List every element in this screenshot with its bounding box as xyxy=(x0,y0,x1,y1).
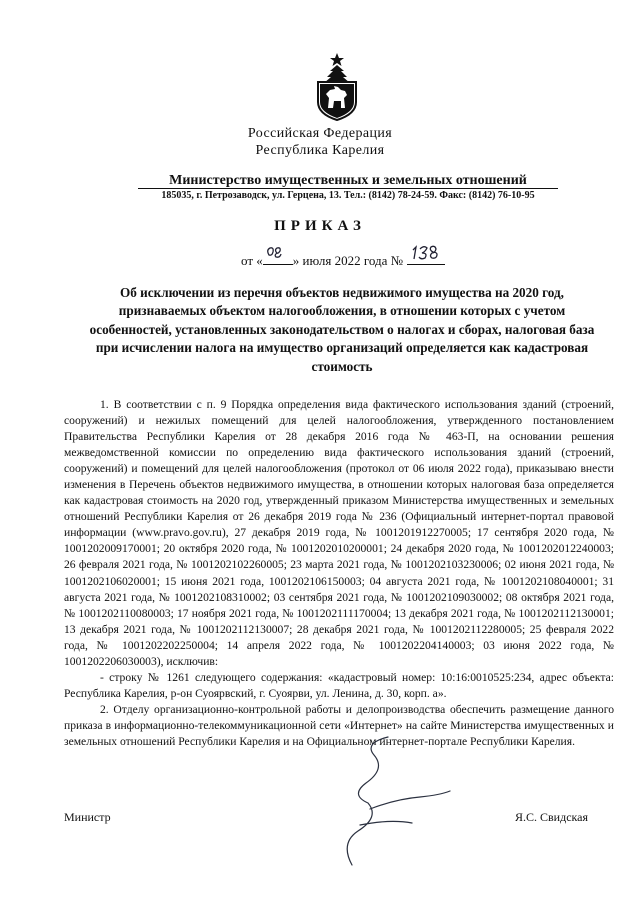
document-title: ПРИКАЗ xyxy=(274,218,366,234)
date-prefix: от « xyxy=(241,253,263,268)
date-day-field xyxy=(263,252,293,265)
republic-name: Республика Карелия xyxy=(255,143,385,158)
ministry-name: Министерство имущественных и земельных отношений xyxy=(169,173,527,188)
country-name: Российская Федерация xyxy=(247,126,393,141)
paragraph-1: 1. В соответствии с п. 9 Порядка определения вида фактического использования зданий (строений, сооружений) и нежилых помещений для целей налогообложения, утвержденного постановлением Правительства Республики Карелия от 28 декабря 2016 года № 463-П, на основании решения межведомственной комиссии по определению вида фактического использования зданий (строений, сооружений) и помещений для целей налогообложения (протокол от 06 июля 2022 года), приказываю внести изменения в Перечень объектов недвижимого имущества, в отношении которых налоговая база определяется как кадастровая стоимость на 2020 год, утвержденный приказом Министерства имущественных и земельных отношений Республики Карелия от 26 декабря 2019 года № 236 (Официальный интернет-портал правовой информации (www.pravo.gov.ru), 27 декабря 2019 года, № 1001201912270005; 17 сентября 2020 года, № 1001202009170001; 20 октября 2020 года, № 1001202010200001; 24 декабря 2020 года, № 1001202012240003; 26 февраля 2021 года, № 1001202102260005; 23 марта 2021 года, № 1001202103230006; 02 июня 2021 года, № 1001202106020001; 15 июня 2021 года, 1001202106150003; 04 августа 2021 года, № 1001202108040001; 31 августа 2021 года, № 1001202108310002; 03 сентября 2021 года, № 1001202109030002; 08 октября 2021 года, № 1001202110080003; 17 ноября 2021 года, № 1001202111170004; 13 декабря 2021 года, № 1001202112130001; 13 декабря 2021 года, № 1001202112130007; 28 декабря 2021 года, № 1001202112280005; 25 февраля 2022 года, № 1001202202250004; 14 апреля 2022 года, № 1001202204140003; 03 июня 2022 года, № 1001202206030003), исключив: xyxy=(64,398,614,668)
order-body xyxy=(64,397,614,750)
signer-name: Я.С. Свидская xyxy=(515,810,589,824)
signer-title: Министр xyxy=(64,810,111,824)
ministry-address: 185035, г. Петрозаводск, ул. Герцена, 13. Тел.: (8142) 78-24-59. Факс: (8142) 76-10-95 xyxy=(161,190,535,201)
coat-of-arms-emblem xyxy=(310,52,364,122)
date-line xyxy=(241,252,445,269)
header-rule xyxy=(138,188,558,189)
list-item-row-1261: - строку № 1261 следующего содержания: «кадастровый номер: 10:16:0010525:234, адрес объекта: Республика Карелия, р-он Суоярвский, г. Суоярви, ул. Ленина, д. 30, корп. а». xyxy=(64,670,614,700)
date-rest: » июля 2022 года № xyxy=(292,253,403,268)
paragraph-2: 2. Отделу организационно-контрольной работы и делопроизводства обеспечить размещение данного приказа в информационно-телекоммуникационной сети «Интернет» на сайте Министерства имущественных и земельных отношений Республики Карелия и на Официальном интернет-портале Республики Карелия. xyxy=(64,702,614,748)
order-subject: Об исключении из перечня объектов недвижимого имущества на 2020 год, признаваемых объектом налогообложения, в отношении которых с учетом особенностей, установленных законодательством о налогах и сборах, налоговая база при исчислении налога на имущество организаций определяется как кадастровая стоимость xyxy=(89,285,595,374)
order-number-field xyxy=(407,252,445,265)
handwritten-order-number xyxy=(407,242,445,264)
handwritten-day xyxy=(263,242,293,262)
handwritten-signature xyxy=(300,725,460,875)
